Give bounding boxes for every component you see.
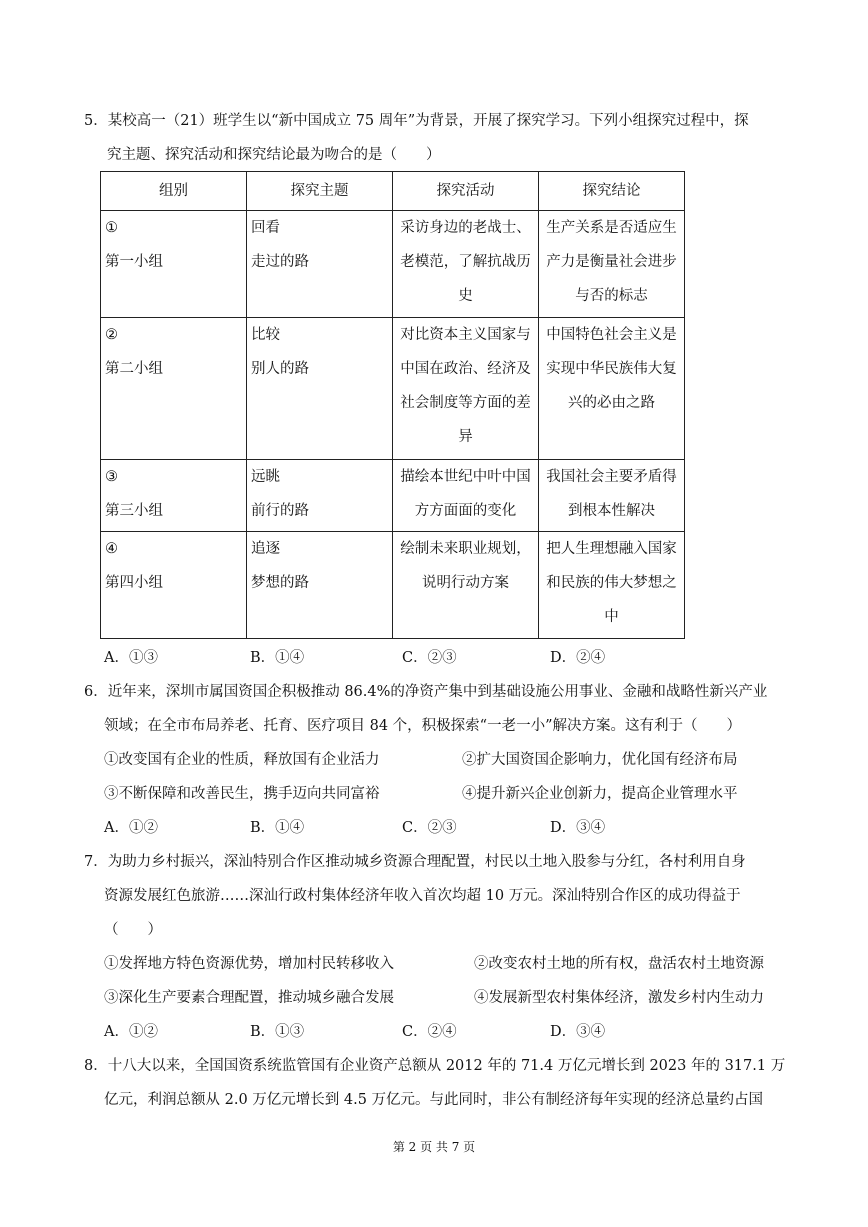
- option-d[interactable]: D．②④: [550, 650, 606, 666]
- q6-statement-3: ③不断保障和改善民生，携手迈向共同富裕: [104, 786, 380, 802]
- q7-statement-3: ③深化生产要素合理配置，推动城乡融合发展: [104, 990, 394, 1006]
- q7-stem-line1: 7．为助力乡村振兴，深汕特别合作区推动城乡资源合理配置，村民以土地入股参与分红，各村利用自身: [84, 854, 746, 870]
- cell-line: 社会制度等方面的差: [400, 395, 531, 411]
- cell-line: 老模范，了解抗战历: [400, 254, 531, 270]
- q5-stem-line2: 究主题、探究活动和探究结论最为吻合的是（ ）: [107, 147, 441, 163]
- cell-line: 我国社会主要矛盾得: [546, 469, 677, 485]
- option-c[interactable]: C．②③: [402, 650, 457, 666]
- cell-line: 追逐: [251, 541, 280, 557]
- cell-line: 和民族的伟大梦想之: [546, 575, 677, 591]
- table-cell: [247, 318, 393, 460]
- cell-line: ②: [105, 327, 118, 343]
- cell-line: 第二小组: [105, 361, 163, 377]
- cell-line: 第一小组: [105, 254, 163, 270]
- q6-statement-2: ②扩大国资国企影响力，优化国有经济布局: [462, 752, 738, 768]
- option-a[interactable]: A．①②: [104, 1024, 158, 1040]
- q7-stem-line3: （ ）: [104, 922, 162, 938]
- cell-line: 比较: [251, 327, 280, 343]
- cell-line: 前行的路: [251, 503, 309, 519]
- option-a[interactable]: A．①③: [104, 650, 158, 666]
- option-b[interactable]: B．①③: [250, 1024, 305, 1040]
- option-b[interactable]: B．①④: [250, 650, 305, 666]
- cell-line: 采访身边的老战士、: [400, 220, 531, 236]
- cell-line: 回看: [251, 220, 280, 236]
- table-cell: [393, 318, 539, 460]
- option-a[interactable]: A．①②: [104, 820, 158, 836]
- cell-line: 绘制未来职业规划，: [400, 541, 531, 557]
- q6-stem-line1: 6．近年来，深圳市属国资国企积极推动 86.4%的净资产集中到基础设施公用事业、金融和战略性新兴产业: [84, 684, 768, 700]
- cell-line: 实现中华民族伟大复: [546, 361, 677, 377]
- option-b[interactable]: B．①④: [250, 820, 305, 836]
- q7-statement-4: ④发展新型农村集体经济，激发乡村内生动力: [474, 990, 764, 1006]
- table-header-cell: 探究结论: [539, 172, 685, 211]
- table-header-row: [101, 172, 685, 211]
- table-header-cell: 组别: [101, 172, 247, 211]
- cell-line: ③: [105, 469, 118, 485]
- cell-line: 与否的标志: [575, 288, 648, 304]
- q7-statement-2: ②改变农村土地的所有权，盘活农村土地资源: [474, 956, 764, 972]
- cell-line: 中国在政治、经济及: [400, 361, 531, 377]
- q8-stem-line1: 8．十八大以来，全国国资系统监管国有企业资产总额从 2012 年的 71.4 万亿元增长到 2023 年的 317.1 万: [84, 1058, 786, 1074]
- q5-stem-line1: 5．某校高一（21）班学生以“新中国成立 75 周年”为背景，开展了探究学习。下列小组探究过程中，探: [84, 113, 749, 129]
- cell-line: 兴的必由之路: [568, 395, 655, 411]
- table-cell: [101, 532, 247, 639]
- table-row: [101, 211, 685, 318]
- cell-line: ④: [105, 541, 118, 557]
- cell-line: 远眺: [251, 469, 280, 485]
- cell-line: 梦想的路: [251, 575, 309, 591]
- table-cell: [247, 211, 393, 318]
- table-cell: [247, 460, 393, 532]
- table-row: [101, 532, 685, 639]
- table-cell: [247, 532, 393, 639]
- table-cell: [393, 532, 539, 639]
- cell-line: 别人的路: [251, 361, 309, 377]
- table-row: [101, 318, 685, 460]
- table-row: [101, 460, 685, 532]
- table-cell: [101, 460, 247, 532]
- q5-inquiry-table: [100, 171, 685, 639]
- option-c[interactable]: C．②④: [402, 1024, 457, 1040]
- cell-line: ①: [105, 220, 118, 236]
- table-header-cell: 探究活动: [393, 172, 539, 211]
- cell-line: 说明行动方案: [422, 575, 509, 591]
- cell-line: 走过的路: [251, 254, 309, 270]
- option-d[interactable]: D．③④: [550, 1024, 606, 1040]
- option-c[interactable]: C．②③: [402, 820, 457, 836]
- q6-statement-4: ④提升新兴企业创新力，提高企业管理水平: [462, 786, 738, 802]
- cell-line: 异: [458, 429, 473, 445]
- q6-statement-1: ①改变国有企业的性质，释放国有企业活力: [104, 752, 380, 768]
- cell-line: 第四小组: [105, 575, 163, 591]
- option-d[interactable]: D．③④: [550, 820, 606, 836]
- q7-stem-line2: 资源发展红色旅游……深汕行政村集体经济年收入首次均超 10 万元。深汕特别合作区的成功得益于: [104, 888, 741, 904]
- cell-line: 把人生理想融入国家: [546, 541, 677, 557]
- table-cell: [539, 318, 685, 460]
- cell-line: 史: [458, 288, 473, 304]
- table-cell: [539, 211, 685, 318]
- cell-line: 中: [604, 609, 619, 625]
- table-header-cell: 探究主题: [247, 172, 393, 211]
- cell-line: 描绘本世纪中叶中国: [400, 469, 531, 485]
- table-cell: [539, 460, 685, 532]
- table-cell: [393, 460, 539, 532]
- table-cell: [101, 211, 247, 318]
- cell-line: 对比资本主义国家与: [400, 327, 531, 343]
- table-cell: [539, 532, 685, 639]
- table-cell: [101, 318, 247, 460]
- cell-line: 第三小组: [105, 503, 163, 519]
- q7-statement-1: ①发挥地方特色资源优势，增加村民转移收入: [104, 956, 394, 972]
- q8-stem-line2: 亿元，利润总额从 2.0 万亿元增长到 4.5 万亿元。与此同时，非公有制经济每年实现的经济总量约占国: [104, 1092, 764, 1108]
- cell-line: 生产关系是否适应生: [546, 220, 677, 236]
- cell-line: 到根本性解决: [568, 503, 655, 519]
- cell-line: 中国特色社会主义是: [546, 327, 677, 343]
- cell-line: 产力是衡量社会进步: [546, 254, 677, 270]
- q6-stem-line2: 领域；在全市布局养老、托育、医疗项目 84 个，积极探索“一老一小”解决方案。这有利于（ ）: [104, 718, 741, 734]
- cell-line: 方方面面的变化: [414, 503, 517, 519]
- page-footer: 第 2 页 共 7 页: [392, 1140, 476, 1154]
- table-cell: [393, 211, 539, 318]
